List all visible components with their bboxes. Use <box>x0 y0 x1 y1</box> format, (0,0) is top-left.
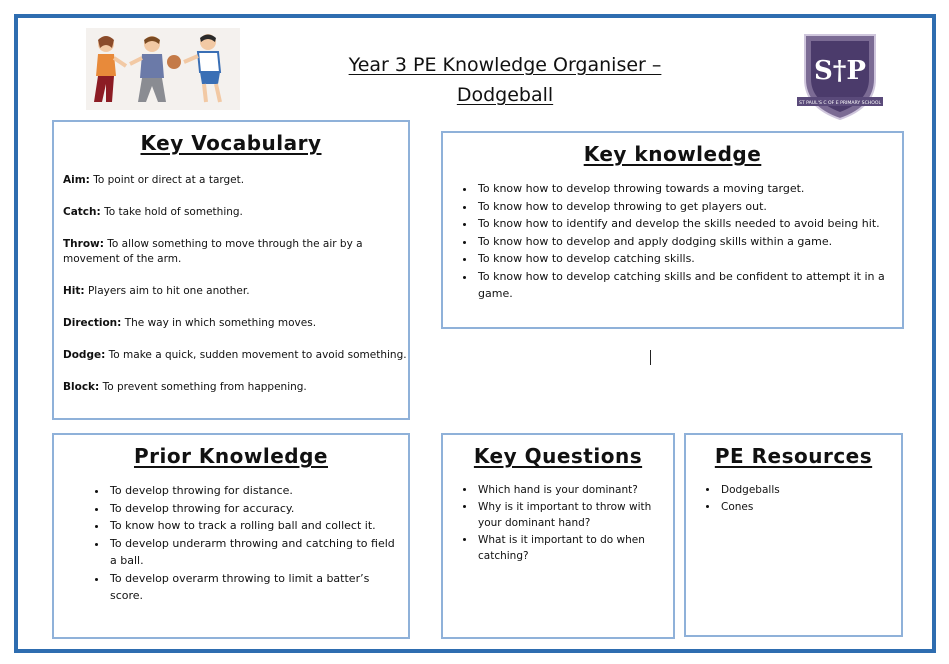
list-item: • To know how to develop and apply dodging skills within a game. <box>476 233 888 251</box>
vocab-item: Throw: To allow something to move through the air by a movement of the arm. <box>63 238 363 265</box>
text-cursor <box>650 350 651 365</box>
vocab-item: Aim: To point or direct at a target. <box>63 174 245 186</box>
list-item: • To develop throwing for distance. <box>108 482 398 500</box>
key-questions-heading: Key Questions <box>473 444 643 468</box>
list-item: • Which hand is your dominant? <box>476 482 667 499</box>
pe-resources-box <box>684 433 903 637</box>
list-item: • To develop underarm throwing and catching to field a ball. <box>108 535 398 570</box>
key-questions-list <box>443 482 673 565</box>
dodgeball-clipart <box>86 28 240 110</box>
list-item: • Cones <box>719 499 901 516</box>
key-knowledge-heading: Key knowledge <box>583 142 762 166</box>
title-line-2: Dodgeball <box>456 84 554 106</box>
vocabulary-list <box>63 173 408 395</box>
list-item: • To know how to develop throwing to get players out. <box>476 198 888 216</box>
list-item: • To know how to develop catching skills. <box>476 250 888 268</box>
vocab-item: Catch: To take hold of something. <box>63 206 243 218</box>
list-item: • To develop overarm throwing to limit a batter’s score. <box>108 570 398 605</box>
pe-resources-heading: PE Resources <box>714 444 873 468</box>
vocab-item: Hit: Players aim to hit one another. <box>63 285 250 297</box>
crest-motto: ST PAUL'S C OF E PRIMARY SCHOOL <box>798 101 882 106</box>
key-knowledge-box <box>441 131 904 329</box>
key-questions-box <box>441 433 675 639</box>
prior-knowledge-heading: Prior Knowledge <box>133 444 328 468</box>
school-crest-logo <box>795 27 885 121</box>
list-item: • Why is it important to throw with your dominant hand? <box>476 499 667 532</box>
vocab-item: Direction: The way in which something moves. <box>63 317 317 329</box>
list-item: • To develop throwing for accuracy. <box>108 500 398 518</box>
pe-resources-list <box>686 482 901 515</box>
key-knowledge-list <box>443 180 902 303</box>
list-item: • To know how to develop throwing towards a moving target. <box>476 180 888 198</box>
list-item: • To know how to identify and develop the skills needed to avoid being hit. <box>476 215 888 233</box>
prior-knowledge-list <box>54 482 408 605</box>
crest-letters: S†P <box>814 56 866 86</box>
title-line-1: Year 3 PE Knowledge Organiser – <box>348 54 662 76</box>
list-item: • What is it important to do when catching? <box>476 532 667 565</box>
page-title <box>300 50 710 110</box>
list-item: • To know how to track a rolling ball and collect it. <box>108 517 398 535</box>
vocab-item: Dodge: To make a quick, sudden movement to avoid something. <box>63 349 407 361</box>
list-item: • To know how to develop catching skills and be confident to attempt it in a game. <box>476 268 888 303</box>
key-vocabulary-box <box>52 120 410 420</box>
prior-knowledge-box <box>52 433 410 639</box>
list-item: • Dodgeballs <box>719 482 901 499</box>
key-vocabulary-heading: Key Vocabulary <box>140 131 322 155</box>
vocab-item: Block: To prevent something from happening. <box>63 381 307 393</box>
